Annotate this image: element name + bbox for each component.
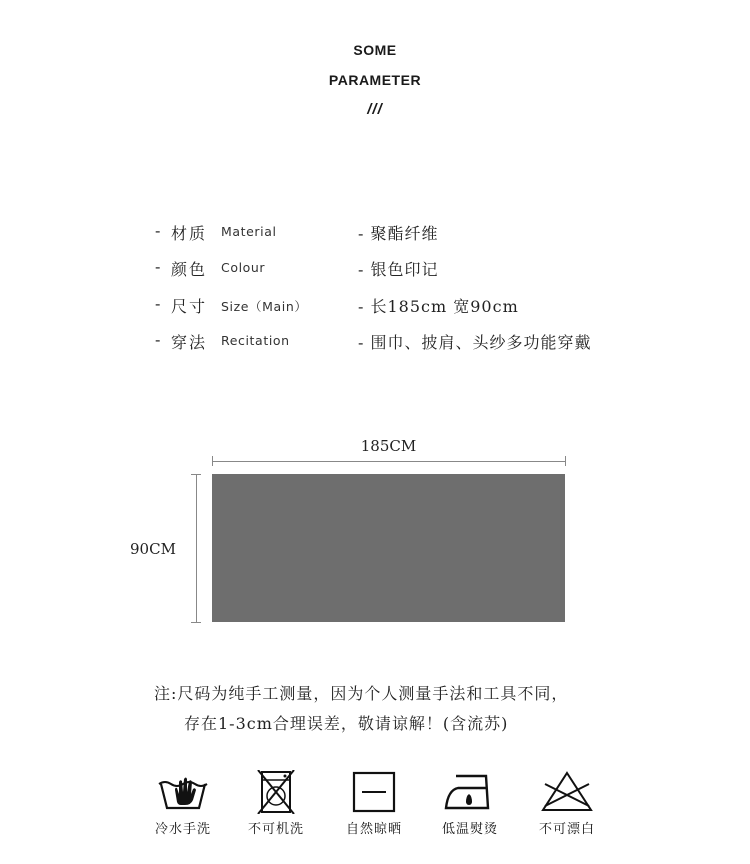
param-label-cn: 颜色 xyxy=(171,260,208,279)
param-value: - 聚酯纤维 xyxy=(358,224,439,243)
no-machine-wash-icon xyxy=(248,770,304,814)
param-value: - 围巾、披肩、头纱多功能穿戴 xyxy=(358,333,592,352)
care-label: 自然晾晒 xyxy=(345,822,402,837)
param-row-size xyxy=(155,294,635,318)
param-value: - 银色印记 xyxy=(358,260,439,279)
param-label-en: Recitation xyxy=(221,333,290,348)
header-title-parameter: PARAMETER xyxy=(328,72,422,88)
care-label: 冷水手洗 xyxy=(154,822,211,837)
param-row-material xyxy=(155,221,635,245)
header-slashes: /// xyxy=(367,101,383,118)
param-dash: - xyxy=(155,221,161,240)
height-tick-bottom xyxy=(191,622,201,623)
header-title-some: SOME xyxy=(353,42,397,58)
param-dash: - xyxy=(155,294,161,313)
height-label: 90CM xyxy=(130,540,176,558)
care-label: 不可机洗 xyxy=(247,822,304,837)
width-dimension-line xyxy=(212,461,565,462)
width-tick-left xyxy=(212,456,213,466)
care-hand-wash xyxy=(143,770,223,837)
param-row-colour xyxy=(155,257,635,281)
height-dimension-line xyxy=(196,474,197,622)
measurement-note-line1: 注:尺码为纯手工测量，因为个人测量手法和工具不同， xyxy=(154,684,569,703)
param-label-en: Colour xyxy=(221,260,266,275)
param-row-recitation xyxy=(155,330,635,354)
param-value: - 长185cm 宽90cm xyxy=(358,297,519,316)
care-dry-flat xyxy=(334,770,414,837)
no-bleach-icon xyxy=(539,770,595,814)
care-label: 低温熨烫 xyxy=(441,822,498,837)
param-label-cn: 尺寸 xyxy=(171,297,208,316)
care-no-bleach xyxy=(527,770,607,837)
width-tick-right xyxy=(565,456,566,466)
measurement-note-line2: 存在1-3cm合理误差，敬请谅解！(含流苏) xyxy=(184,714,509,733)
low-iron-icon xyxy=(442,770,498,814)
hand-wash-icon xyxy=(155,770,211,814)
height-tick-top xyxy=(191,474,201,475)
param-dash: - xyxy=(155,330,161,349)
width-label: 185CM xyxy=(360,437,417,455)
fabric-swatch xyxy=(212,474,565,622)
param-label-en: Size（Main） xyxy=(221,299,308,314)
care-low-iron xyxy=(430,770,510,837)
care-no-machine-wash xyxy=(236,770,316,837)
care-label: 不可漂白 xyxy=(538,822,595,837)
param-label-cn: 材质 xyxy=(171,224,208,243)
param-label-en: Material xyxy=(221,224,277,239)
param-dash: - xyxy=(155,257,161,276)
dry-flat-icon xyxy=(346,770,402,814)
param-label-cn: 穿法 xyxy=(171,333,208,352)
